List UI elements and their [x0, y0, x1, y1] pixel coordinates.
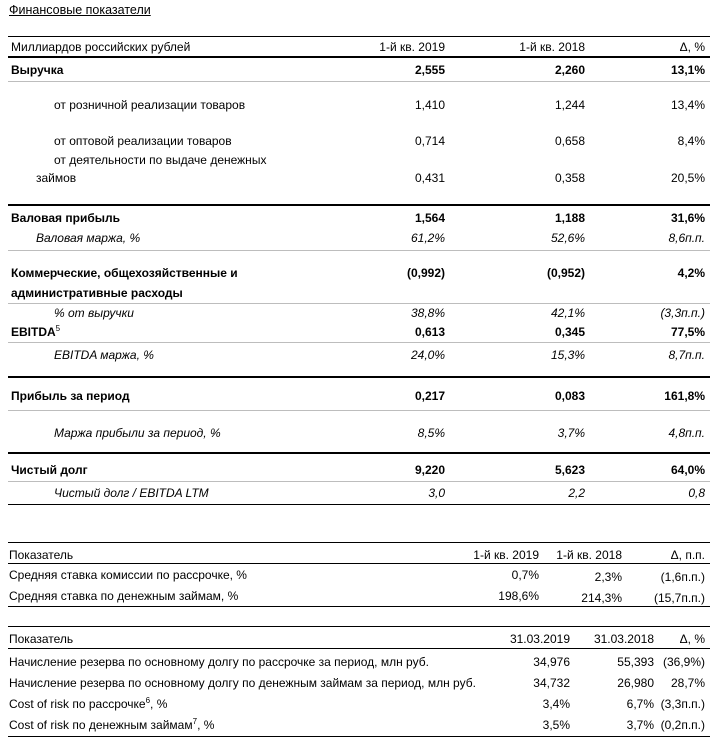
rates-row-label: Средняя ставка комиссии по рассрочке, % — [9, 568, 247, 582]
row-ebitda-margin-v1: 24,0% — [410, 348, 445, 362]
row-profit-margin-label: Маржа прибыли за период, % — [54, 426, 221, 440]
section-divider — [8, 452, 710, 454]
table-bottom-border — [8, 606, 710, 607]
row-gross-margin-v2: 52,6% — [550, 231, 585, 245]
row-sga-pct-label: % от выручки — [54, 306, 134, 320]
risk-row-v2: 26,980 — [617, 676, 654, 690]
rates-row-v2: 2,3% — [594, 570, 622, 584]
row-ebitda-label-text: EBITDA — [11, 325, 56, 339]
risk-header-date-2019: 31.03.2019 — [509, 632, 570, 646]
rates-row-v1: 198,6% — [498, 589, 539, 603]
rates-row-delta: (1,6п.п.) — [660, 570, 705, 584]
row-retail-v1: 1,410 — [414, 98, 445, 112]
row-net-debt-delta: 64,0% — [670, 463, 705, 477]
row-revenue-v2: 2,260 — [554, 63, 585, 77]
table-top-border — [8, 626, 710, 627]
row-net-debt-label: Чистый долг — [11, 463, 88, 477]
risk-row-label: Начисление резерва по основному долгу по рассрочке за период, млн руб. — [9, 655, 429, 669]
risk-row-label-suffix: , % — [150, 697, 168, 711]
row-profit-margin-v1: 8,5% — [417, 426, 445, 440]
table-bottom-border — [8, 504, 710, 505]
footnote-5: 5 — [55, 324, 61, 333]
risk-row-v1: 3,5% — [542, 718, 570, 732]
row-ebitda-delta: 77,5% — [670, 325, 705, 339]
risk-row-v1: 3,4% — [542, 697, 570, 711]
row-ebitda-v2: 0,345 — [554, 325, 585, 339]
row-wholesale-v1: 0,714 — [414, 134, 445, 148]
rates-row-v1: 0,7% — [511, 568, 539, 582]
risk-row-v1: 34,976 — [533, 655, 570, 669]
risk-row-label: Начисление резерва по основному долгу по денежным займам за период, млн руб. — [9, 676, 476, 690]
row-gross-profit-v1: 1,564 — [414, 211, 445, 225]
row-ebitda-margin-v2: 15,3% — [550, 348, 585, 362]
footnote-7: 7 — [192, 717, 198, 726]
risk-header-label: Показатель — [9, 632, 74, 646]
row-profit-v2: 0,083 — [554, 389, 585, 403]
rates-header-delta: Δ, п.п. — [670, 548, 705, 562]
row-loans-v2: 0,358 — [554, 171, 585, 185]
row-loans-delta: 20,5% — [670, 171, 705, 185]
table-top-border — [8, 36, 710, 37]
row-retail-label: от розничной реализации товаров — [54, 98, 246, 112]
row-divider — [8, 481, 710, 482]
row-gross-margin-label: Валовая маржа, % — [36, 231, 141, 245]
table-top-border — [8, 542, 710, 543]
section-divider — [8, 204, 710, 206]
header-delta: Δ, % — [679, 40, 705, 54]
row-net-debt-ebitda-label: Чистый долг / EBITDA LTM — [54, 486, 209, 500]
row-profit-margin-delta: 4,8п.п. — [668, 426, 705, 440]
row-wholesale-label: от оптовой реализации товаров — [54, 134, 232, 148]
row-divider — [8, 410, 710, 411]
row-divider — [8, 303, 710, 304]
row-divider — [8, 81, 710, 82]
rates-header-q1-2018: 1-й кв. 2018 — [556, 548, 622, 562]
rates-header-label: Показатель — [9, 548, 74, 562]
row-gross-profit-v2: 1,188 — [554, 211, 585, 225]
row-net-debt-ebitda-delta: 0,8 — [688, 486, 705, 500]
table-bottom-border — [8, 736, 710, 737]
section-divider — [8, 376, 710, 378]
row-revenue-delta: 13,1% — [670, 63, 705, 77]
risk-row-delta: (36,9%) — [662, 655, 705, 669]
risk-row-delta: 28,7% — [670, 676, 705, 690]
row-net-debt-v1: 9,220 — [414, 463, 445, 477]
row-sga-pct-v2: 42,1% — [550, 306, 585, 320]
row-ebitda-v1: 0,613 — [414, 325, 445, 339]
rates-header-q1-2019: 1-й кв. 2019 — [473, 548, 539, 562]
row-profit-label: Прибыль за период — [11, 389, 130, 403]
row-revenue-label: Выручка — [11, 63, 64, 77]
header-divider — [8, 56, 710, 58]
row-profit-margin-v2: 3,7% — [557, 426, 585, 440]
row-divider — [8, 342, 710, 343]
row-ebitda-label — [11, 325, 60, 339]
header-divider — [8, 563, 710, 564]
header-label: Миллиардов российских рублей — [11, 40, 191, 54]
row-gross-profit-label: Валовая прибыль — [11, 211, 120, 225]
row-sga-v2: (0,952) — [546, 266, 585, 280]
page-title: Финансовые показатели — [9, 3, 151, 17]
row-gross-margin-delta: 8,6п.п. — [668, 231, 705, 245]
risk-header-date-2018: 31.03.2018 — [593, 632, 654, 646]
row-retail-v2: 1,244 — [554, 98, 585, 112]
row-sga-label-line1: Коммерческие, общехозяйственные и — [11, 266, 238, 280]
row-net-debt-ebitda-v2: 2,2 — [568, 486, 585, 500]
header-q1-2018: 1-й кв. 2018 — [519, 40, 585, 54]
risk-row-v2: 3,7% — [626, 718, 654, 732]
risk-row-v2: 6,7% — [626, 697, 654, 711]
row-loans-label-line1: от деятельности по выдаче денежных — [54, 153, 267, 167]
row-sga-delta: 4,2% — [677, 266, 705, 280]
row-sga-pct-v1: 38,8% — [410, 306, 445, 320]
row-wholesale-delta: 8,4% — [677, 134, 705, 148]
row-divider — [8, 250, 710, 251]
row-ebitda-margin-label: EBITDA маржа, % — [54, 348, 154, 362]
rates-row-delta: (15,7п.п.) — [653, 591, 705, 605]
row-profit-v1: 0,217 — [414, 389, 445, 403]
risk-row-v2: 55,393 — [617, 655, 654, 669]
risk-row-label-suffix: , % — [197, 718, 215, 732]
row-ebitda-margin-delta: 8,7п.п. — [668, 348, 705, 362]
row-net-debt-v2: 5,623 — [554, 463, 585, 477]
row-sga-label-line2: административные расходы — [11, 286, 183, 300]
risk-header-delta: Δ, % — [679, 632, 705, 646]
row-net-debt-ebitda-v1: 3,0 — [428, 486, 445, 500]
row-profit-delta: 161,8% — [664, 389, 705, 403]
risk-row-delta: (0,2п.п.) — [660, 718, 705, 732]
footnote-6: 6 — [145, 696, 151, 705]
risk-row-label — [9, 718, 214, 732]
row-sga-pct-delta: (3,3п.п.) — [660, 306, 705, 320]
row-loans-v1: 0,431 — [414, 171, 445, 185]
row-loans-label-line2: займов — [36, 171, 77, 185]
row-gross-margin-v1: 61,2% — [410, 231, 445, 245]
row-sga-v1: (0,992) — [406, 266, 445, 280]
rates-row-v2: 214,3% — [581, 591, 622, 605]
risk-row-label-text: Cost of risk по денежным займам — [9, 718, 193, 732]
row-retail-delta: 13,4% — [670, 98, 705, 112]
header-divider — [8, 648, 710, 649]
header-q1-2019: 1-й кв. 2019 — [379, 40, 445, 54]
risk-row-label-text: Cost of risk по рассрочке — [9, 697, 146, 711]
row-wholesale-v2: 0,658 — [554, 134, 585, 148]
risk-row-label — [9, 697, 167, 711]
row-revenue-v1: 2,555 — [414, 63, 445, 77]
risk-row-v1: 34,732 — [533, 676, 570, 690]
risk-row-delta: (3,3п.п.) — [660, 697, 705, 711]
rates-row-label: Средняя ставка по денежным займам, % — [9, 589, 239, 603]
row-gross-profit-delta: 31,6% — [670, 211, 705, 225]
